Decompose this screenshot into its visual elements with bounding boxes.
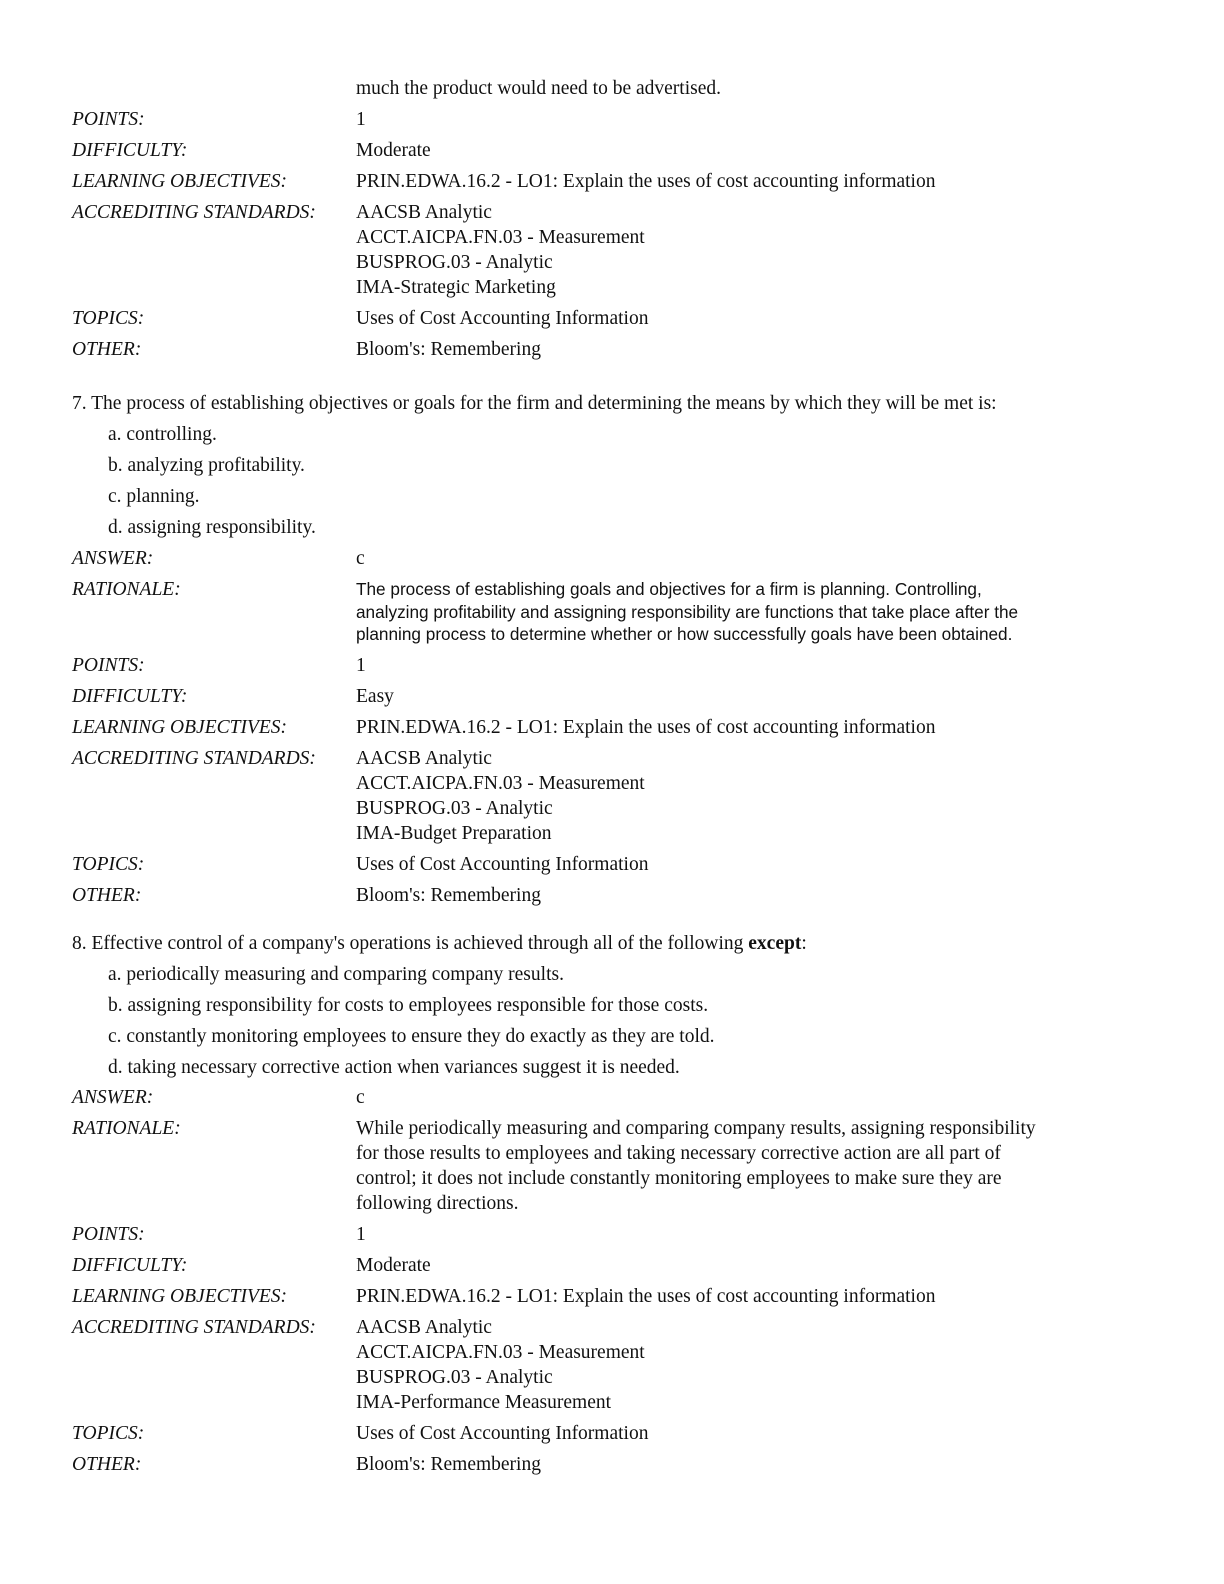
other-label: OTHER: xyxy=(72,339,142,360)
accrediting-standard: ACCT.AICPA.FN.03 - Measurement xyxy=(356,772,645,794)
rationale-line: planning process to determine whether or how successfully goals have been obtained. xyxy=(356,624,1013,644)
answer-row xyxy=(72,543,1152,574)
learning-objectives-value: PRIN.EDWA.16.2 - LO1: Explain the uses of cost accounting information xyxy=(356,716,936,738)
rationale-row xyxy=(72,1113,1152,1219)
other-label: OTHER: xyxy=(72,1454,142,1475)
accrediting-standard: AACSB Analytic xyxy=(356,202,492,223)
topics-row xyxy=(72,849,1152,880)
accrediting-standards-value xyxy=(356,197,1152,303)
accrediting-standard: BUSPROG.03 - Analytic xyxy=(356,797,553,819)
difficulty-value: Moderate xyxy=(356,1255,431,1276)
rationale-line: The process of establishing goals and objectives for a firm is planning. Controlling, xyxy=(356,579,982,599)
question-7-choices xyxy=(108,419,316,543)
accrediting-standard: BUSPROG.03 - Analytic xyxy=(356,252,553,273)
accrediting-standard: IMA-Performance Measurement xyxy=(356,1392,612,1413)
other-value: Bloom's: Remembering xyxy=(356,339,541,360)
learning-objectives-label: LEARNING OBJECTIVES: xyxy=(72,1286,288,1307)
accrediting-standard: ACCT.AICPA.FN.03 - Measurement xyxy=(356,227,645,248)
learning-objectives-row xyxy=(72,712,1152,743)
choice-a: a. controlling. xyxy=(108,424,217,445)
rationale-value xyxy=(356,574,1152,650)
rationale-line: control; it does not include constantly monitoring employees to make sure they are xyxy=(356,1168,1002,1189)
points-row xyxy=(72,650,1152,681)
accrediting-standards-row xyxy=(72,197,1152,303)
learning-objectives-row xyxy=(72,1281,1152,1312)
rationale-line: analyzing profitability and assigning responsibility are functions that take place after the xyxy=(356,601,1019,622)
choice-d: d. assigning responsibility. xyxy=(108,517,316,538)
accrediting-standards-row xyxy=(72,743,1152,849)
accrediting-standards-value xyxy=(356,1312,1152,1418)
choice-c: c. constantly monitoring employees to ensure they do exactly as they are told. xyxy=(108,1026,715,1047)
difficulty-row xyxy=(72,681,1152,712)
accrediting-standards-label: ACCREDITING STANDARDS: xyxy=(72,202,316,223)
choice-b: b. assigning responsibility for costs to employees responsible for those costs. xyxy=(108,995,709,1016)
answer-value: c xyxy=(356,548,365,569)
topics-label: TOPICS: xyxy=(72,1423,145,1444)
points-label: POINTS: xyxy=(72,109,145,130)
choice-b: b. analyzing profitability. xyxy=(108,455,305,476)
learning-objectives-label: LEARNING OBJECTIVES: xyxy=(72,171,288,192)
question-8-emphasis: except xyxy=(748,933,802,954)
rationale-line: While periodically measuring and comparing company results, assigning responsibility xyxy=(356,1118,1036,1139)
rationale-line: following directions. xyxy=(356,1193,519,1214)
difficulty-label: DIFFICULTY: xyxy=(72,140,188,161)
previous-question-metadata xyxy=(72,104,1152,365)
difficulty-value: Easy xyxy=(356,685,394,707)
points-value: 1 xyxy=(356,1224,366,1245)
answer-label: ANSWER: xyxy=(72,1087,154,1108)
accrediting-standards-label: ACCREDITING STANDARDS: xyxy=(72,1317,316,1338)
difficulty-label: DIFFICULTY: xyxy=(72,685,188,707)
other-row xyxy=(72,880,1152,911)
topics-value: Uses of Cost Accounting Information xyxy=(356,853,649,875)
difficulty-label: DIFFICULTY: xyxy=(72,1255,188,1276)
rationale-value xyxy=(356,1113,1152,1219)
question-7-metadata xyxy=(72,543,1152,911)
other-value: Bloom's: Remembering xyxy=(356,1454,541,1475)
other-row xyxy=(72,334,1152,365)
accrediting-standard: AACSB Analytic xyxy=(356,1317,492,1338)
answer-value: c xyxy=(356,1087,365,1108)
learning-objectives-value: PRIN.EDWA.16.2 - LO1: Explain the uses of cost accounting information xyxy=(356,171,936,192)
topics-row xyxy=(72,1418,1152,1449)
learning-objectives-label: LEARNING OBJECTIVES: xyxy=(72,716,288,738)
other-label: OTHER: xyxy=(72,884,142,906)
question-7-stem: 7. The process of establishing objectives or goals for the firm and determining the means by which they will be met is: xyxy=(72,393,997,414)
question-8-stem xyxy=(72,928,1152,959)
difficulty-row xyxy=(72,135,1152,166)
topics-label: TOPICS: xyxy=(72,853,145,875)
topics-value: Uses of Cost Accounting Information xyxy=(356,1423,649,1444)
points-value: 1 xyxy=(356,654,366,676)
answer-row xyxy=(72,1082,1152,1113)
difficulty-row xyxy=(72,1250,1152,1281)
accrediting-standard: IMA-Strategic Marketing xyxy=(356,277,556,298)
accrediting-standard: IMA-Budget Preparation xyxy=(356,822,552,844)
topics-row xyxy=(72,303,1152,334)
learning-objectives-value: PRIN.EDWA.16.2 - LO1: Explain the uses of cost accounting information xyxy=(356,1286,936,1307)
question-8-stem-text: 8. Effective control of a company's operations is achieved through all of the following xyxy=(72,933,749,954)
learning-objectives-row xyxy=(72,166,1152,197)
previous-rationale-continuation: much the product would need to be advertised. xyxy=(356,78,721,99)
rationale-label: RATIONALE: xyxy=(72,579,181,600)
accrediting-standard: BUSPROG.03 - Analytic xyxy=(356,1367,553,1388)
points-row xyxy=(72,1219,1152,1250)
answer-label: ANSWER: xyxy=(72,548,154,569)
rationale-line: for those results to employees and taking necessary corrective action are all part of xyxy=(356,1143,1001,1164)
accrediting-standard: AACSB Analytic xyxy=(356,747,492,769)
other-value: Bloom's: Remembering xyxy=(356,884,541,906)
points-value: 1 xyxy=(356,109,366,130)
topics-label: TOPICS: xyxy=(72,308,145,329)
points-label: POINTS: xyxy=(72,1224,145,1245)
points-row xyxy=(72,104,1152,135)
question-8-stem-end: : xyxy=(801,933,807,954)
choice-c: c. planning. xyxy=(108,486,200,507)
accrediting-standards-value xyxy=(356,743,1152,849)
rationale-label: RATIONALE: xyxy=(72,1118,181,1139)
accrediting-standards-label: ACCREDITING STANDARDS: xyxy=(72,747,316,769)
choice-d: d. taking necessary corrective action when variances suggest it is needed. xyxy=(108,1057,680,1078)
points-label: POINTS: xyxy=(72,654,145,676)
difficulty-value: Moderate xyxy=(356,140,431,161)
choice-a: a. periodically measuring and comparing company results. xyxy=(108,964,564,985)
other-row xyxy=(72,1449,1152,1480)
accrediting-standard: ACCT.AICPA.FN.03 - Measurement xyxy=(356,1342,645,1363)
topics-value: Uses of Cost Accounting Information xyxy=(356,308,649,329)
rationale-row xyxy=(72,574,1152,650)
question-8-metadata xyxy=(72,1082,1152,1480)
question-8-choices xyxy=(108,959,715,1083)
accrediting-standards-row xyxy=(72,1312,1152,1418)
